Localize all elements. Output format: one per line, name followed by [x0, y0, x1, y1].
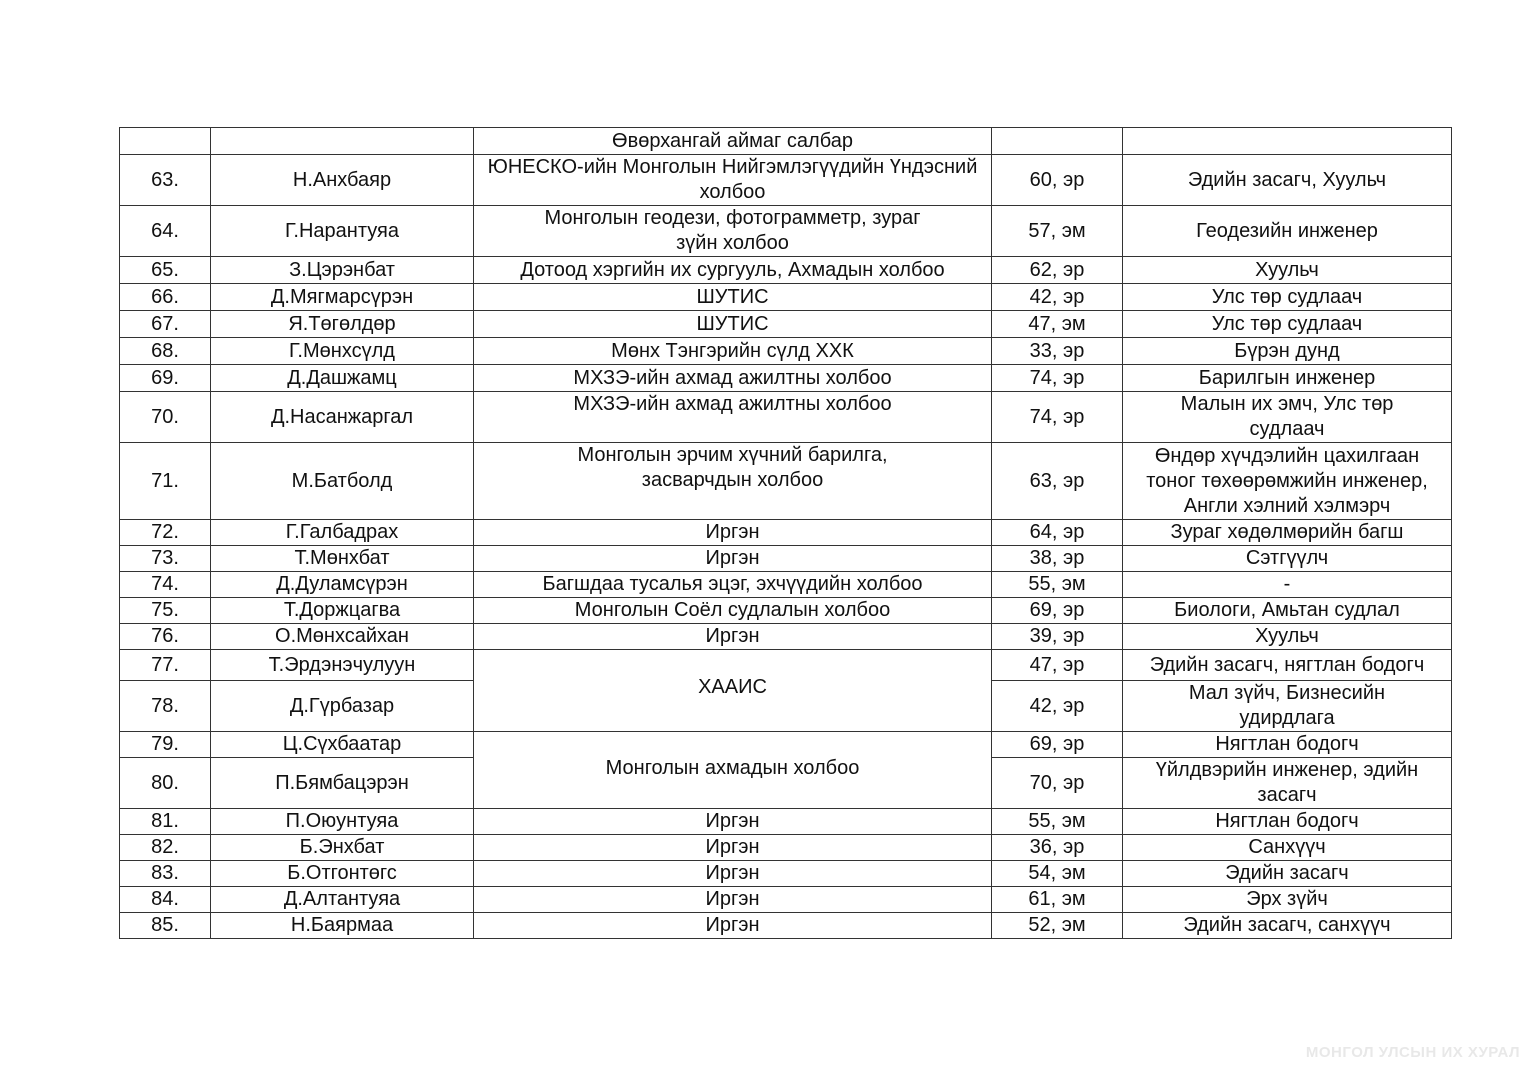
member-age-gender: 36, эр — [992, 835, 1123, 861]
member-profession: Зураг хөдөлмөрийн багш — [1123, 520, 1452, 546]
row-number: 79. — [120, 732, 211, 758]
row-number — [120, 128, 211, 155]
table-row — [120, 913, 1452, 939]
member-name: Т.Эрдэнэчулуун — [211, 650, 474, 681]
table-row — [120, 624, 1452, 650]
member-age-gender: 57, эм — [992, 206, 1123, 257]
member-age-gender: 55, эм — [992, 809, 1123, 835]
member-profession: Бүрэн дунд — [1123, 338, 1452, 365]
member-profession: Санхүүч — [1123, 835, 1452, 861]
member-organization: Өвөрхангай аймаг салбар — [474, 128, 992, 155]
member-name: Г.Галбадрах — [211, 520, 474, 546]
member-profession: Эрх зүйч — [1123, 887, 1452, 913]
member-age-gender: 33, эр — [992, 338, 1123, 365]
member-organization: ЮНЕСКО-ийн Монголын Нийгэмлэгүүдийн Үндэсний холбоо — [474, 155, 992, 206]
row-number: 72. — [120, 520, 211, 546]
member-name: Т.Доржцагва — [211, 598, 474, 624]
member-age-gender: 69, эр — [992, 598, 1123, 624]
table-row — [120, 732, 1452, 758]
row-number: 77. — [120, 650, 211, 681]
table-row — [120, 155, 1452, 206]
member-organization: Монголын эрчим хүчний барилга, засварчдын холбоо — [474, 443, 992, 520]
table-row — [120, 392, 1452, 443]
member-profession: Хуульч — [1123, 624, 1452, 650]
row-number: 65. — [120, 257, 211, 284]
member-name: З.Цэрэнбат — [211, 257, 474, 284]
table-row — [120, 546, 1452, 572]
member-organization: Иргэн — [474, 520, 992, 546]
member-profession: Нягтлан бодогч — [1123, 732, 1452, 758]
table-row — [120, 835, 1452, 861]
member-age-gender: 38, эр — [992, 546, 1123, 572]
member-profession: Геодезийн инженер — [1123, 206, 1452, 257]
row-number: 69. — [120, 365, 211, 392]
member-name: П.Оюунтуяа — [211, 809, 474, 835]
member-age-gender: 42, эр — [992, 681, 1123, 732]
member-organization: Иргэн — [474, 809, 992, 835]
member-profession: Улс төр судлаач — [1123, 284, 1452, 311]
watermark: МОНГОЛ УЛСЫН ИХ ХУРАЛ — [1305, 1044, 1520, 1061]
table-row — [120, 311, 1452, 338]
member-organization: МХЗЭ-ийн ахмад ажилтны холбоо — [474, 392, 992, 443]
row-number: 84. — [120, 887, 211, 913]
member-age-gender: 52, эм — [992, 913, 1123, 939]
member-age-gender: 55, эм — [992, 572, 1123, 598]
member-organization: Иргэн — [474, 624, 992, 650]
member-organization: Монголын геодези, фотограмметр, зураг зүйн холбоо — [474, 206, 992, 257]
member-organization: Иргэн — [474, 861, 992, 887]
table-row — [120, 365, 1452, 392]
row-number: 74. — [120, 572, 211, 598]
member-organization: ШУТИС — [474, 311, 992, 338]
member-age-gender — [992, 128, 1123, 155]
member-profession: Сэтгүүлч — [1123, 546, 1452, 572]
row-number: 67. — [120, 311, 211, 338]
member-profession: Үйлдвэрийн инженер, эдийн засагч — [1123, 758, 1452, 809]
row-number: 73. — [120, 546, 211, 572]
member-organization: Иргэн — [474, 835, 992, 861]
member-name: О.Мөнхсайхан — [211, 624, 474, 650]
member-profession: Өндөр хүчдэлийн цахилгаан тоног төхөөрөмжийн инженер, Англи хэлний хэлмэрч — [1123, 443, 1452, 520]
member-profession: Эдийн засагч, санхүүч — [1123, 913, 1452, 939]
member-name: Д.Алтантуяа — [211, 887, 474, 913]
member-organization: Мөнх Тэнгэрийн сүлд ХХК — [474, 338, 992, 365]
member-name: Ц.Сүхбаатар — [211, 732, 474, 758]
member-age-gender: 42, эр — [992, 284, 1123, 311]
member-name: Д.Мягмарсүрэн — [211, 284, 474, 311]
table-row — [120, 598, 1452, 624]
member-age-gender: 74, эр — [992, 392, 1123, 443]
row-number: 78. — [120, 681, 211, 732]
table-row — [120, 809, 1452, 835]
member-age-gender: 54, эм — [992, 861, 1123, 887]
row-number: 63. — [120, 155, 211, 206]
table-row — [120, 861, 1452, 887]
member-age-gender: 47, эм — [992, 311, 1123, 338]
member-name: Б.Энхбат — [211, 835, 474, 861]
member-profession: Барилгын инженер — [1123, 365, 1452, 392]
member-age-gender: 47, эр — [992, 650, 1123, 681]
member-name: Г.Мөнхсүлд — [211, 338, 474, 365]
member-age-gender: 62, эр — [992, 257, 1123, 284]
member-profession: - — [1123, 572, 1452, 598]
member-profession: Нягтлан бодогч — [1123, 809, 1452, 835]
member-name: П.Бямбацэрэн — [211, 758, 474, 809]
member-organization: Багшдаа тусалья эцэг, эхчүүдийн холбоо — [474, 572, 992, 598]
row-number: 81. — [120, 809, 211, 835]
member-name: Г.Нарантуяа — [211, 206, 474, 257]
member-organization: МХЗЭ-ийн ахмад ажилтны холбоо — [474, 365, 992, 392]
row-number: 82. — [120, 835, 211, 861]
table-row — [120, 338, 1452, 365]
member-age-gender: 63, эр — [992, 443, 1123, 520]
member-profession: Мал зүйч, Бизнесийн удирдлага — [1123, 681, 1452, 732]
row-number: 71. — [120, 443, 211, 520]
member-name: Д.Дуламсүрэн — [211, 572, 474, 598]
member-profession — [1123, 128, 1452, 155]
member-name: М.Батболд — [211, 443, 474, 520]
member-name: Н.Анхбаяр — [211, 155, 474, 206]
member-table — [119, 127, 1452, 939]
member-organization: Иргэн — [474, 913, 992, 939]
table-row — [120, 128, 1452, 155]
row-number: 64. — [120, 206, 211, 257]
member-name: Д.Гүрбазар — [211, 681, 474, 732]
table-row — [120, 650, 1452, 681]
table-row — [120, 284, 1452, 311]
table-row — [120, 443, 1452, 520]
member-age-gender: 70, эр — [992, 758, 1123, 809]
member-organization: Иргэн — [474, 887, 992, 913]
member-profession: Эдийн засагч — [1123, 861, 1452, 887]
table-row — [120, 206, 1452, 257]
member-organization: Дотоод хэргийн их сургууль, Ахмадын холбоо — [474, 257, 992, 284]
member-name: Б.Отгонтөгс — [211, 861, 474, 887]
table-row — [120, 887, 1452, 913]
row-number: 80. — [120, 758, 211, 809]
member-organization: Монголын Соёл судлалын холбоо — [474, 598, 992, 624]
row-number: 83. — [120, 861, 211, 887]
row-number: 85. — [120, 913, 211, 939]
member-age-gender: 39, эр — [992, 624, 1123, 650]
member-name: Я.Төгөлдөр — [211, 311, 474, 338]
member-name: Д.Дашжамц — [211, 365, 474, 392]
member-profession: Хуульч — [1123, 257, 1452, 284]
member-name: Н.Баярмаа — [211, 913, 474, 939]
member-profession: Эдийн засагч, Хуульч — [1123, 155, 1452, 206]
row-number: 76. — [120, 624, 211, 650]
member-name: Т.Мөнхбат — [211, 546, 474, 572]
row-number: 66. — [120, 284, 211, 311]
member-age-gender: 64, эр — [992, 520, 1123, 546]
member-profession: Биологи, Амьтан судлал — [1123, 598, 1452, 624]
row-number: 68. — [120, 338, 211, 365]
member-age-gender: 74, эр — [992, 365, 1123, 392]
member-organization: ХААИС — [474, 650, 992, 732]
member-age-gender: 69, эр — [992, 732, 1123, 758]
row-number: 75. — [120, 598, 211, 624]
row-number: 70. — [120, 392, 211, 443]
member-profession: Эдийн засагч, нягтлан бодогч — [1123, 650, 1452, 681]
member-organization: ШУТИС — [474, 284, 992, 311]
member-age-gender: 60, эр — [992, 155, 1123, 206]
member-organization: Монголын ахмадын холбоо — [474, 732, 992, 809]
member-profession: Улс төр судлаач — [1123, 311, 1452, 338]
table-row — [120, 257, 1452, 284]
member-organization: Иргэн — [474, 546, 992, 572]
table-row — [120, 572, 1452, 598]
member-name: Д.Насанжаргал — [211, 392, 474, 443]
table-row — [120, 520, 1452, 546]
member-profession: Малын их эмч, Улс төр судлаач — [1123, 392, 1452, 443]
member-age-gender: 61, эм — [992, 887, 1123, 913]
member-name — [211, 128, 474, 155]
